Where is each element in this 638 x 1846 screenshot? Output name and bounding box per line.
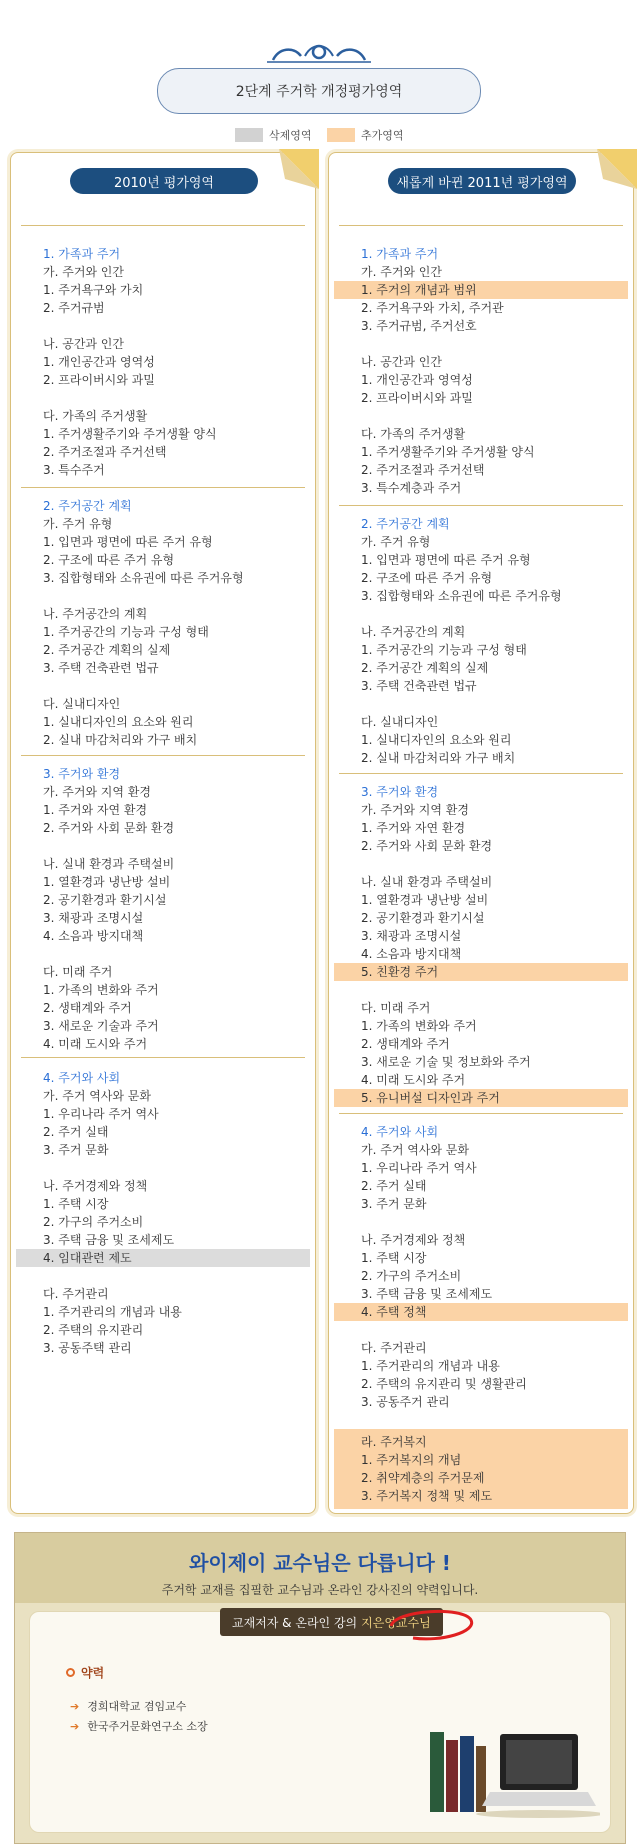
section-heading: 3. 주거와 환경 — [43, 767, 121, 781]
list-item: 1. 실내디자인의 요소와 원리 — [361, 733, 512, 747]
list-item: 2. 공기환경과 환기시설 — [43, 893, 167, 907]
legend-added — [327, 127, 404, 143]
section-4 — [11, 1069, 315, 1357]
list-item: 2. 주거 실태 — [43, 1125, 109, 1139]
section-3 — [11, 765, 315, 1053]
arrow-icon: ➔ — [70, 1699, 80, 1713]
list-item: 3. 채광과 조명시설 — [43, 911, 144, 925]
list-item: 2. 주거조절과 주거선택 — [361, 463, 485, 477]
list-item: 4. 소음과 방지대책 — [43, 929, 144, 943]
list-item: 3. 채광과 조명시설 — [361, 929, 462, 943]
list-item: 다. 주거관리 — [43, 1287, 109, 1301]
section-heading: 1. 가족과 주거 — [43, 247, 121, 261]
list-item: 1. 주거관리의 개념과 내용 — [361, 1359, 500, 1373]
list-item: 2. 생태계와 주거 — [361, 1037, 450, 1051]
list-item: 2. 주거 실태 — [361, 1179, 427, 1193]
list-item: 2. 주거욕구와 가치, 주거관 — [361, 301, 504, 315]
list-item: 3. 주택 건축관련 법규 — [43, 661, 159, 675]
list-item: 1. 주거공간의 기능과 구성 형태 — [361, 643, 527, 657]
list-item: 3. 주거 문화 — [43, 1143, 109, 1157]
list-item: 2. 생태계와 주거 — [43, 1001, 132, 1015]
bio-item: ➔ 한국주거문화연구소 소장 — [70, 1719, 208, 1733]
list-item: 1. 우리나라 주거 역사 — [43, 1107, 159, 1121]
divider — [339, 505, 623, 506]
highlight-circle-icon — [385, 1604, 477, 1644]
section-heading: 4. 주거와 사회 — [43, 1071, 121, 1085]
list-item: 2. 실내 마감처리와 가구 배치 — [361, 751, 516, 765]
list-item: 3. 주택 금융 및 조세제도 — [361, 1287, 493, 1301]
list-item: 3. 공동주택 관리 — [43, 1341, 132, 1355]
list-item: 1. 가족의 변화와 주거 — [361, 1019, 477, 1033]
list-item: 3. 새로운 기술과 주거 — [43, 1019, 159, 1033]
added-block — [334, 1429, 628, 1509]
list-item: 나. 공간과 인간 — [43, 337, 124, 351]
list-item: 나. 실내 환경과 주택설비 — [43, 857, 175, 871]
bio-item: ➔ 경희대학교 겸임교수 — [70, 1699, 187, 1713]
list-item: 1. 주거생활주기와 주거생활 양식 — [361, 445, 535, 459]
list-item: 2. 구조에 따른 주거 유형 — [361, 571, 493, 585]
list-item: 1. 주거욕구와 가치 — [43, 283, 144, 297]
list-item: 3. 특수주거 — [43, 463, 105, 477]
list-item: 3. 주택 건축관련 법규 — [361, 679, 477, 693]
section-heading: 2. 주거공간 계획 — [361, 517, 450, 531]
section-heading: 3. 주거와 환경 — [361, 785, 439, 799]
list-item: 가. 주거와 지역 환경 — [361, 803, 469, 817]
list-item: 1. 열환경과 냉난방 설비 — [361, 893, 489, 907]
list-item: 1. 주거와 자연 환경 — [43, 803, 148, 817]
section-2 — [11, 497, 315, 749]
badge-prefix: 교재저자 & 온라인 강의 — [232, 1615, 358, 1630]
list-item: 1. 가족의 변화와 주거 — [43, 983, 159, 997]
professor-name: 지은영교수님 — [361, 1615, 431, 1630]
legend-label-added: 추가영역 — [361, 129, 404, 142]
list-item: 2. 구조에 따른 주거 유형 — [43, 553, 175, 567]
panel-title: 2010년 평가영역 — [70, 168, 258, 194]
list-item: 2. 주거와 사회 문화 환경 — [43, 821, 175, 835]
bullet-ring-icon — [66, 1668, 75, 1677]
divider — [21, 1057, 305, 1058]
list-item: 2. 주택의 유지관리 및 생활관리 — [361, 1377, 527, 1391]
promo-title: 와이제이 교수님은 다릅니다 ! — [189, 1551, 451, 1575]
list-item: 2. 실내 마감처리와 가구 배치 — [43, 733, 198, 747]
list-item: 4. 미래 도시와 주거 — [361, 1073, 466, 1087]
list-item: 가. 주거 유형 — [361, 535, 431, 549]
added-item: 라. 주거복지 — [361, 1435, 427, 1449]
list-item: 가. 주거 유형 — [43, 517, 113, 531]
list-item: 4. 소음과 방지대책 — [361, 947, 462, 961]
section-1 — [329, 245, 633, 497]
list-item: 1. 우리나라 주거 역사 — [361, 1161, 477, 1175]
divider — [21, 487, 305, 488]
list-item: 3. 주거 문화 — [361, 1197, 427, 1211]
legend-deleted — [235, 127, 312, 143]
list-item: 가. 주거와 지역 환경 — [43, 785, 151, 799]
added-item: 5. 친환경 주거 — [334, 963, 628, 981]
profile-card — [29, 1611, 611, 1833]
list-item: 2. 공기환경과 환기시설 — [361, 911, 485, 925]
list-item: 2. 프라이버시와 과밀 — [361, 391, 473, 405]
list-item: 2. 주거공간 계획의 실제 — [43, 643, 171, 657]
list-item: 나. 주거공간의 계획 — [361, 625, 466, 639]
list-item: 1. 개인공간과 영역성 — [361, 373, 473, 387]
divider — [339, 225, 623, 226]
legend-swatch-deleted — [235, 128, 263, 142]
list-item: 2. 주택의 유지관리 — [43, 1323, 144, 1337]
divider — [21, 225, 305, 226]
list-item: 다. 가족의 주거생활 — [361, 427, 466, 441]
added-item: 2. 취약계층의 주거문제 — [361, 1471, 485, 1485]
bio-heading: 약력 — [66, 1664, 104, 1681]
deleted-item: 4. 임대관련 제도 — [16, 1249, 310, 1267]
list-item: 가. 주거 역사와 문화 — [361, 1143, 469, 1157]
section-2 — [329, 515, 633, 767]
list-item: 2. 주거와 사회 문화 환경 — [361, 839, 493, 853]
list-item: 3. 새로운 기술 및 정보화와 주거 — [361, 1055, 531, 1069]
list-item: 3. 집합형태와 소유권에 따른 주거유형 — [43, 571, 244, 585]
panel-title: 새롭게 바뀐 2011년 평가영역 — [388, 168, 576, 194]
list-item: 1. 주거생활주기와 주거생활 양식 — [43, 427, 217, 441]
list-item: 1. 입면과 평면에 따른 주거 유형 — [43, 535, 213, 549]
list-item: 2. 주거공간 계획의 실제 — [361, 661, 489, 675]
list-item: 2. 주거조절과 주거선택 — [43, 445, 167, 459]
section-heading: 1. 가족과 주거 — [361, 247, 439, 261]
legend-swatch-added — [327, 128, 355, 142]
section-4 — [329, 1123, 633, 1509]
list-item: 가. 주거와 인간 — [43, 265, 124, 279]
list-item: 1. 주택 시장 — [43, 1197, 109, 1211]
arrow-icon: ➔ — [70, 1719, 80, 1733]
section-heading: 4. 주거와 사회 — [361, 1125, 439, 1139]
list-item: 가. 주거와 인간 — [361, 265, 442, 279]
ornament-icon — [265, 42, 373, 64]
list-item: 2. 주거규범 — [43, 301, 105, 315]
list-item: 1. 개인공간과 영역성 — [43, 355, 155, 369]
list-item: 2. 프라이버시와 과밀 — [43, 373, 155, 387]
list-item: 나. 주거공간의 계획 — [43, 607, 148, 621]
list-item: 3. 집합형태와 소유권에 따른 주거유형 — [361, 589, 562, 603]
section-heading: 2. 주거공간 계획 — [43, 499, 132, 513]
list-item: 3. 주택 금융 및 조세제도 — [43, 1233, 175, 1247]
list-item: 다. 미래 주거 — [43, 965, 113, 979]
list-item: 1. 주거공간의 기능과 구성 형태 — [43, 625, 209, 639]
list-item: 가. 주거 역사와 문화 — [43, 1089, 151, 1103]
section-3 — [329, 783, 633, 1107]
list-item: 다. 가족의 주거생활 — [43, 409, 148, 423]
list-item: 1. 주택 시장 — [361, 1251, 427, 1265]
list-item: 1. 주거관리의 개념과 내용 — [43, 1305, 182, 1319]
panel-2011 — [328, 152, 634, 1514]
added-item: 4. 주택 정책 — [334, 1303, 628, 1321]
added-item: 1. 주거의 개념과 범위 — [334, 281, 628, 299]
added-item: 1. 주거복지의 개념 — [361, 1453, 462, 1467]
list-item: 다. 실내디자인 — [361, 715, 439, 729]
list-item: 다. 주거관리 — [361, 1341, 427, 1355]
list-item: 1. 주거와 자연 환경 — [361, 821, 466, 835]
list-item: 나. 주거경제와 정책 — [361, 1233, 466, 1247]
added-item: 3. 주거복지 정책 및 제도 — [361, 1489, 493, 1503]
divider — [339, 1113, 623, 1114]
list-item: 1. 입면과 평면에 따른 주거 유형 — [361, 553, 531, 567]
added-item: 5. 유니버설 디자인과 주거 — [334, 1089, 628, 1107]
divider — [21, 755, 305, 756]
list-item: 1. 열환경과 냉난방 설비 — [43, 875, 171, 889]
promo-banner — [14, 1532, 626, 1844]
list-item: 2. 가구의 주거소비 — [361, 1269, 462, 1283]
list-item: 3. 특수계층과 주거 — [361, 481, 462, 495]
list-item: 나. 주거경제와 정책 — [43, 1179, 148, 1193]
list-item: 다. 미래 주거 — [361, 1001, 431, 1015]
corner-fold-icon — [279, 149, 319, 189]
list-item: 4. 미래 도시와 주거 — [43, 1037, 148, 1051]
list-item: 3. 공동주거 관리 — [361, 1395, 450, 1409]
list-item: 다. 실내디자인 — [43, 697, 121, 711]
panel-2010 — [10, 152, 316, 1514]
promo-subtitle: 주거학 교재를 집필한 교수님과 온라인 강사진의 약력입니다. — [161, 1583, 479, 1597]
list-item: 1. 실내디자인의 요소와 원리 — [43, 715, 194, 729]
list-item: 나. 실내 환경과 주택설비 — [361, 875, 493, 889]
corner-fold-icon — [597, 149, 637, 189]
list-item: 나. 공간과 인간 — [361, 355, 442, 369]
list-item: 2. 가구의 주거소비 — [43, 1215, 144, 1229]
section-1 — [11, 245, 315, 479]
list-item: 3. 주거규범, 주거선호 — [361, 319, 477, 333]
divider — [339, 773, 623, 774]
legend-label-deleted: 삭제영역 — [269, 129, 312, 142]
page-title: 2단계 주거학 개정평가영역 — [157, 68, 481, 114]
books-laptop-illustration-icon — [420, 1712, 600, 1822]
